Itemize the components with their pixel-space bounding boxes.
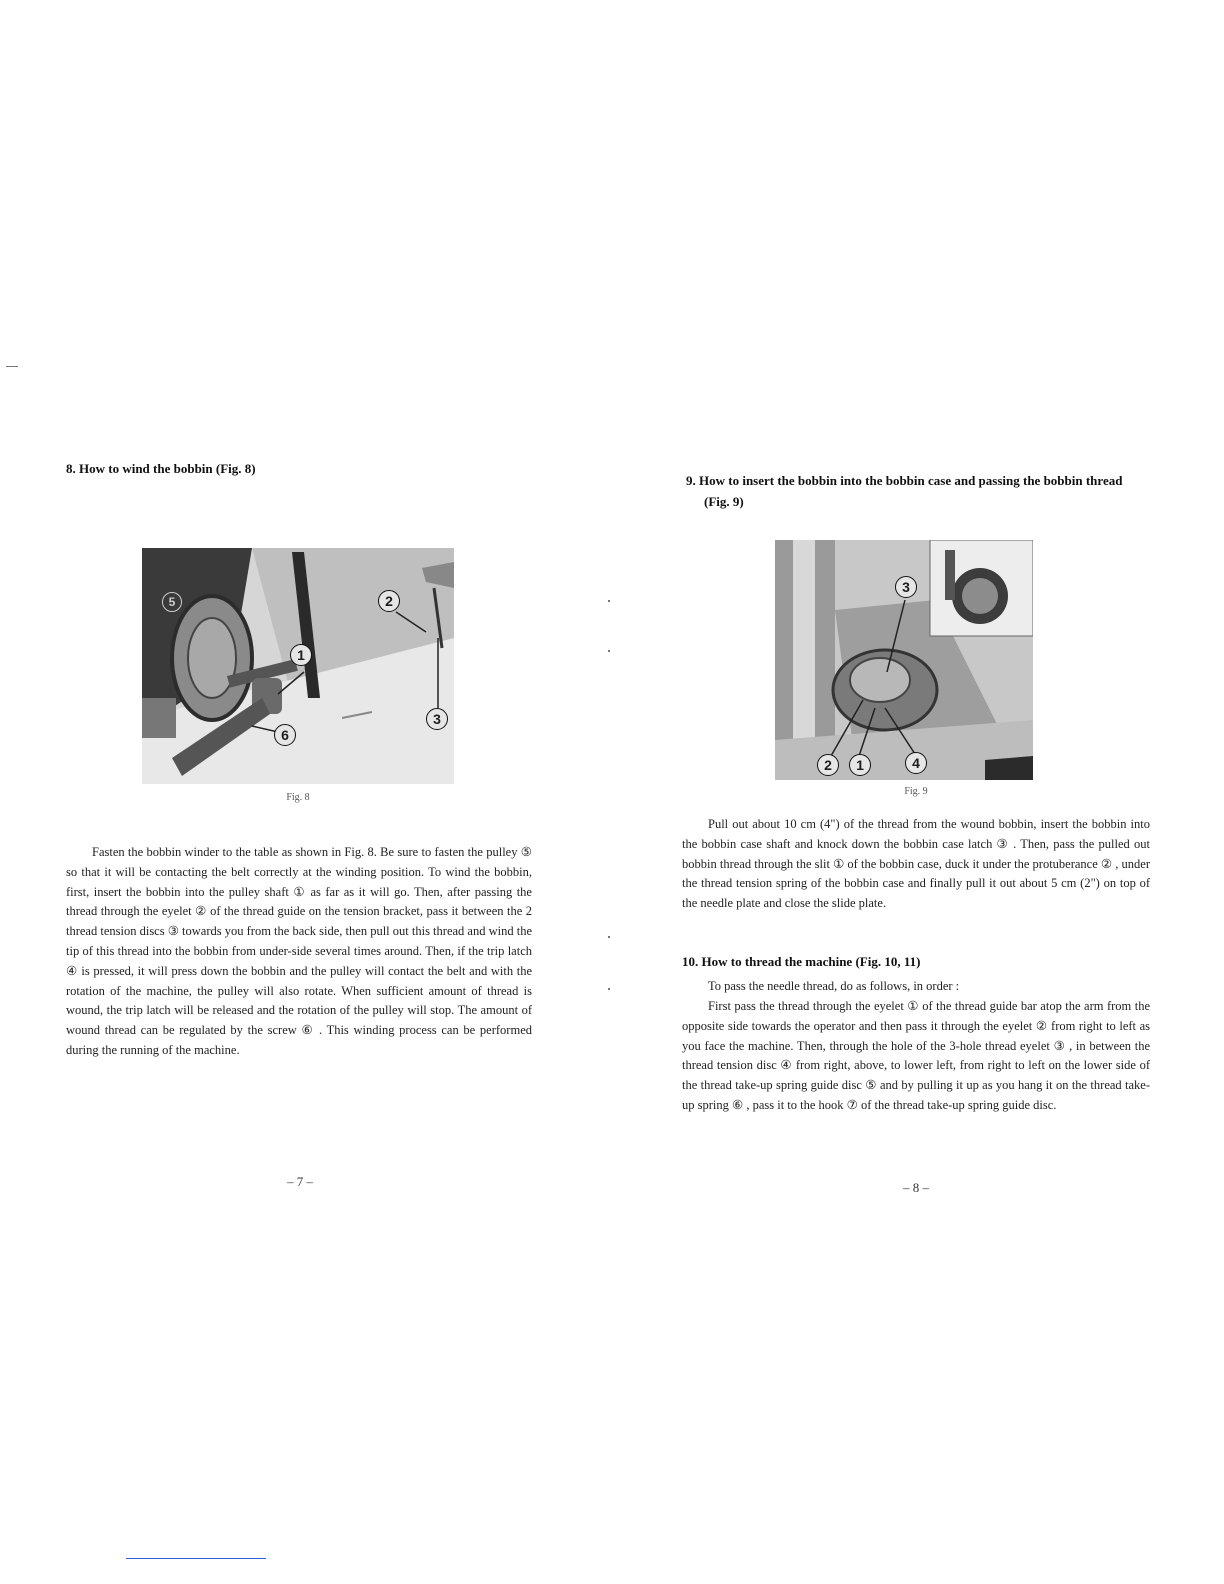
fig-8-callout-2: 2 — [378, 590, 400, 612]
scan-dot — [608, 650, 610, 652]
section-9-heading: 9. How to insert the bobbin into the bobbin case and passing the bobbin thread — [686, 473, 1123, 488]
page-number-right: – 8 – — [903, 1180, 929, 1195]
fig-8-callout-5: 5 — [162, 592, 182, 612]
fig-9-photo — [775, 540, 1033, 780]
scan-mark — [6, 366, 18, 367]
fig-9-callout-2: 2 — [817, 754, 839, 776]
scan-dot — [608, 988, 610, 990]
scan-dot — [608, 936, 610, 938]
fig-9-callout-3: 3 — [895, 576, 917, 598]
section-8-heading: 8. How to wind the bobbin (Fig. 8) — [66, 461, 256, 476]
fig-8-photo — [142, 548, 454, 784]
section-10-intro: To pass the needle thread, do as follows, in order : — [708, 979, 960, 993]
fig-8-callout-1: 1 — [290, 644, 312, 666]
section-10-body: First pass the thread through the eyelet ① of the thread guide bar atop the arm from the opposite side towards the operator and then pass it through the eyelet ② from right to left as you face the machine. Then, through the hole of the 3-hole thread eyelet ③ , in between the thread tension disc ④ from right, above, to lower left, from right to left on the lower side of the thread take-up spring guide disc ⑤ and by pulling it up as you hang it on the thread take-up spring ⑥ , pass it to the hook ⑦ of the thread take-up spring guide disc. — [682, 999, 1150, 1112]
section-10-heading: 10. How to thread the machine (Fig. 10, 11) — [682, 954, 921, 969]
fig-9-caption: Fig. 9 — [904, 786, 928, 797]
fig-9-callout-1: 1 — [849, 754, 871, 776]
page-number-left: – 7 – — [287, 1174, 313, 1189]
section-8-body: Fasten the bobbin winder to the table as shown in Fig. 8. Be sure to fasten the pulley ⑤ so that it will be contacting the belt correctly at the winding position. To wind the bobbin, first, insert the bobbin into the pulley shaft ① as far as it will go. Then, after passing the thread through the eyelet ② of the thread guide on the tension bracket, pass it between the 2 thread tension discs ③ towards you from the back side, then pull out this thread and wind the tip of this thread into the bobbin from under-side several times around. Then, if the trip latch ④ is pressed, it will press down the bobbin and the pulley will contact the belt and with the rotation of the machine, the pulley will also rotate. When sufficient amount of thread is wound, the trip latch will be released and the rotation of the pulley will stop. The amount of wound thread can be regulated by the screw ⑥ . This winding process can be performed during the running of the machine. — [66, 845, 532, 1057]
fig-8-caption: Fig. 8 — [286, 792, 310, 803]
fig-8-callout-6: 6 — [274, 724, 296, 746]
scan-dot — [608, 600, 610, 602]
fig-8-callout-3: 3 — [426, 708, 448, 730]
section-9-heading-fig: (Fig. 9) — [704, 494, 744, 509]
fig-9-callout-4: 4 — [905, 752, 927, 774]
section-9-body: Pull out about 10 cm (4") of the thread from the wound bobbin, insert the bobbin into the bobbin case shaft and knock down the bobbin case latch ③ . Then, pass the pulled out bobbin thread through the slit ① of the bobbin case, duck it under the protuberance ② , under the thread tension spring of the bobbin case and finally pull it out about 5 cm (2") on top of the needle plate and close the slide plate. — [682, 817, 1150, 911]
scan-blue-line — [126, 1558, 266, 1559]
